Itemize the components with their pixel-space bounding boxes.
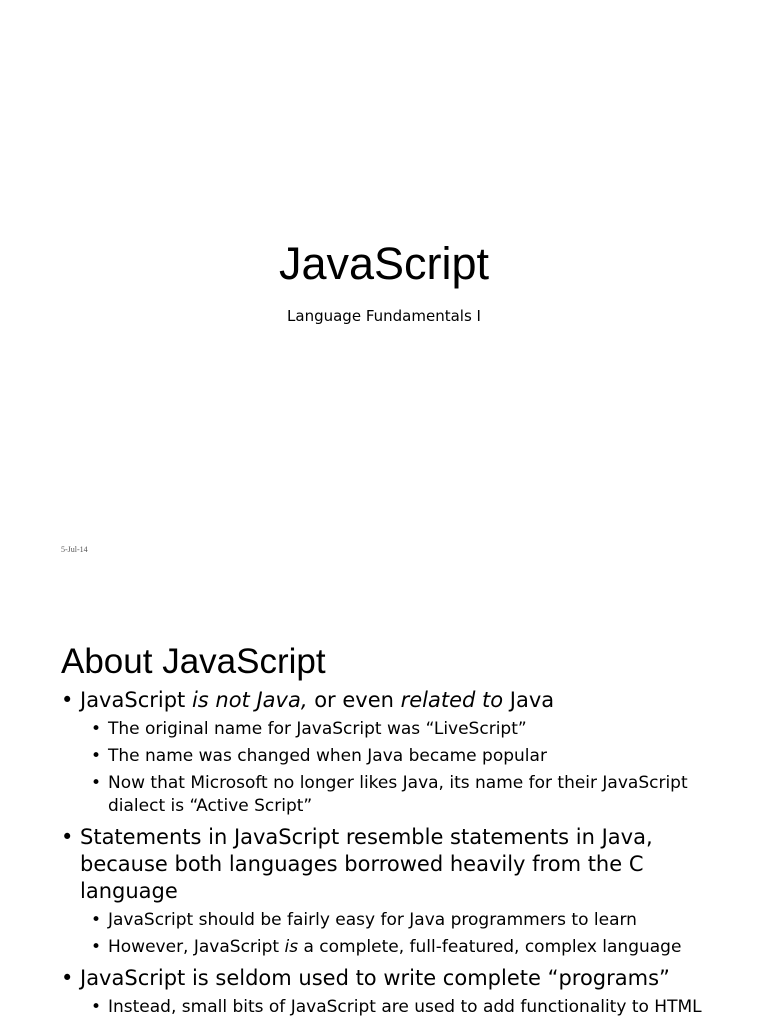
- about-slide: [0, 610, 768, 1024]
- sub-bullet-list: [80, 996, 741, 1019]
- slide-date: 5-Jul-14: [61, 545, 88, 554]
- slide-title: JavaScript: [278, 238, 490, 289]
- bullet-text: JavaScript is seldom used to write complete “programs”: [80, 966, 670, 990]
- slide-heading: About JavaScript: [61, 642, 326, 681]
- bullet-text: JavaScript: [80, 688, 192, 712]
- sub-bullet: • Now that Microsoft no longer likes Java, its name for their JavaScript dialect is “Active Script”: [61, 772, 741, 818]
- emphasis-text: is: [284, 937, 299, 957]
- sub-bullet: • The original name for JavaScript was “LiveScript”: [61, 718, 741, 741]
- bullet-text: or even: [307, 688, 401, 712]
- bullet-statements: [61, 824, 741, 959]
- slide-subtitle: Language Fundamentals I: [287, 307, 481, 325]
- bullet-programs: [61, 965, 741, 1019]
- emphasis-text: related to: [400, 688, 504, 712]
- sub-bullet-text: However, JavaScript: [108, 937, 285, 957]
- emphasis-text: is not Java,: [191, 688, 308, 712]
- bullet-text: Statements in JavaScript resemble statements in Java, because both languages borrowed heavily from the C language: [80, 825, 653, 903]
- sub-bullet: • Instead, small bits of JavaScript are used to add functionality to HTML: [61, 996, 741, 1019]
- bullet-not-java: [61, 687, 741, 818]
- sub-bullet-text: a complete, full-featured, complex language: [298, 937, 682, 957]
- sub-bullet: • JavaScript should be fairly easy for Java programmers to learn: [61, 909, 741, 932]
- sub-bullet: • The name was changed when Java became popular: [61, 745, 741, 768]
- bullet-text: Java: [503, 688, 555, 712]
- sub-bullet: [61, 936, 741, 959]
- bullet-list: [61, 687, 741, 1019]
- sub-bullet-list: [80, 718, 741, 818]
- sub-bullet-list: [80, 909, 741, 959]
